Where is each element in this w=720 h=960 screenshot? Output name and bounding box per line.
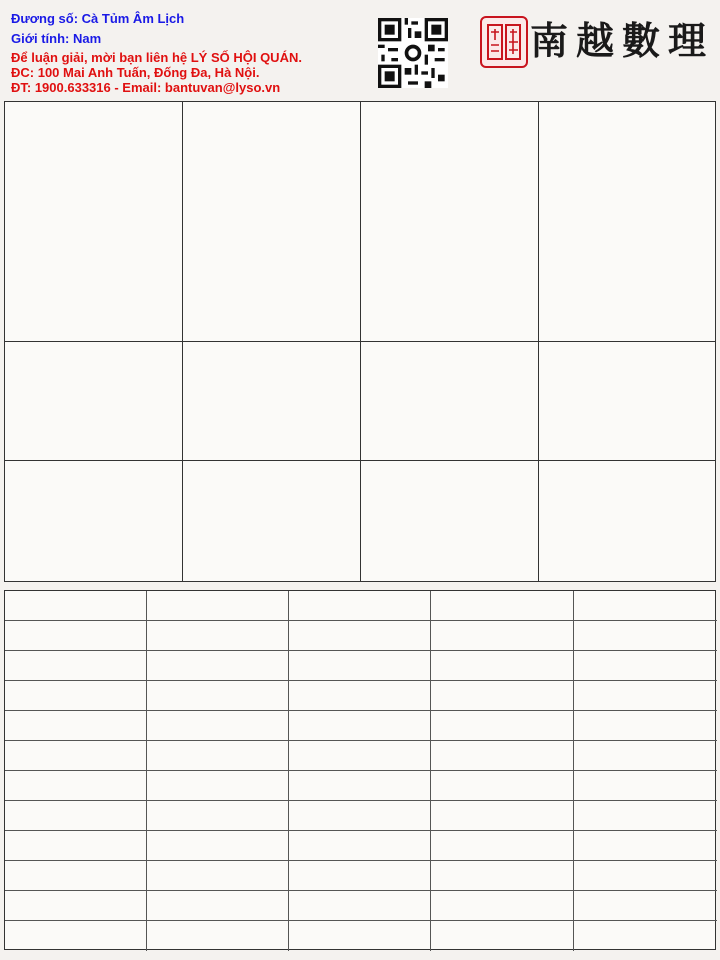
- year-cell[interactable]: [5, 921, 147, 951]
- seal-logo: [480, 16, 528, 68]
- year-cell[interactable]: [289, 711, 431, 741]
- dai-van-cell[interactable]: [5, 461, 183, 581]
- year-cell[interactable]: [5, 681, 147, 711]
- year-cell[interactable]: [574, 771, 717, 801]
- year-cell[interactable]: [289, 771, 431, 801]
- address-line: ĐC: 100 Mai Anh Tuấn, Đống Đa, Hà Nội.: [11, 65, 260, 80]
- dai-van-cell[interactable]: [183, 342, 361, 461]
- dai-van-cell[interactable]: [539, 461, 715, 581]
- year-cell[interactable]: [289, 891, 431, 921]
- header: [0, 0, 720, 100]
- dai-van-cell[interactable]: [183, 461, 361, 581]
- year-cell[interactable]: [574, 621, 717, 651]
- year-cell[interactable]: [574, 741, 717, 771]
- chart-grid: [4, 101, 716, 582]
- year-cell[interactable]: [289, 861, 431, 891]
- year-cell[interactable]: [431, 831, 574, 861]
- year-cell[interactable]: [431, 591, 574, 621]
- year-cell[interactable]: [5, 591, 147, 621]
- year-cell[interactable]: [289, 651, 431, 681]
- contact-line: Để luận giải, mời bạn liên hệ LÝ SỐ HỘI QUÁN.: [11, 50, 302, 65]
- year-cell[interactable]: [574, 861, 717, 891]
- year-cell[interactable]: [289, 621, 431, 651]
- year-cell[interactable]: [289, 831, 431, 861]
- year-cell[interactable]: [574, 921, 717, 951]
- dai-van-cell[interactable]: [5, 342, 183, 461]
- year-cell[interactable]: [431, 861, 574, 891]
- year-cell[interactable]: [574, 891, 717, 921]
- year-cell[interactable]: [431, 891, 574, 921]
- year-cell[interactable]: [5, 861, 147, 891]
- year-cell[interactable]: [147, 771, 289, 801]
- year-cell[interactable]: [147, 741, 289, 771]
- year-cell[interactable]: [431, 711, 574, 741]
- pillar-cell[interactable]: [539, 102, 715, 342]
- year-cell[interactable]: [431, 801, 574, 831]
- year-cell[interactable]: [147, 681, 289, 711]
- year-cell[interactable]: [431, 651, 574, 681]
- annual-grid: [4, 590, 716, 950]
- year-cell[interactable]: [5, 831, 147, 861]
- qr-code-icon[interactable]: [378, 18, 448, 88]
- year-cell[interactable]: [147, 591, 289, 621]
- brand-title: 南越數理: [530, 18, 715, 63]
- year-cell[interactable]: [5, 711, 147, 741]
- year-cell[interactable]: [431, 681, 574, 711]
- seal-icon: [484, 20, 524, 64]
- owner-name: Đương số: Cà Tủm Âm Lịch: [11, 11, 185, 26]
- year-cell[interactable]: [574, 651, 717, 681]
- year-cell[interactable]: [431, 921, 574, 951]
- year-cell[interactable]: [5, 621, 147, 651]
- pillar-cell[interactable]: [361, 102, 539, 342]
- gender: Giới tính: Nam: [11, 31, 102, 46]
- year-cell[interactable]: [5, 771, 147, 801]
- year-cell[interactable]: [574, 801, 717, 831]
- phone-email-line: ĐT: 1900.633316 - Email: bantuvan@lyso.vn: [11, 80, 281, 95]
- year-cell[interactable]: [147, 651, 289, 681]
- year-cell[interactable]: [147, 861, 289, 891]
- dai-van-cell[interactable]: [361, 461, 539, 581]
- year-cell[interactable]: [147, 891, 289, 921]
- year-cell[interactable]: [5, 651, 147, 681]
- year-cell[interactable]: [147, 801, 289, 831]
- year-cell[interactable]: [5, 891, 147, 921]
- year-cell[interactable]: [289, 921, 431, 951]
- year-cell[interactable]: [147, 921, 289, 951]
- year-cell[interactable]: [289, 681, 431, 711]
- dai-van-cell[interactable]: [539, 342, 715, 461]
- year-cell[interactable]: [574, 591, 717, 621]
- year-cell[interactable]: [147, 711, 289, 741]
- year-cell[interactable]: [574, 711, 717, 741]
- year-cell[interactable]: [5, 741, 147, 771]
- year-cell[interactable]: [431, 771, 574, 801]
- year-cell[interactable]: [574, 681, 717, 711]
- dai-van-cell[interactable]: [361, 342, 539, 461]
- year-cell[interactable]: [147, 621, 289, 651]
- year-cell[interactable]: [431, 741, 574, 771]
- year-cell[interactable]: [5, 801, 147, 831]
- year-cell[interactable]: [574, 831, 717, 861]
- year-cell[interactable]: [289, 591, 431, 621]
- year-cell[interactable]: [431, 621, 574, 651]
- year-cell[interactable]: [289, 801, 431, 831]
- year-cell[interactable]: [289, 741, 431, 771]
- pillar-cell[interactable]: [5, 102, 183, 342]
- pillar-cell[interactable]: [183, 102, 361, 342]
- year-cell[interactable]: [147, 831, 289, 861]
